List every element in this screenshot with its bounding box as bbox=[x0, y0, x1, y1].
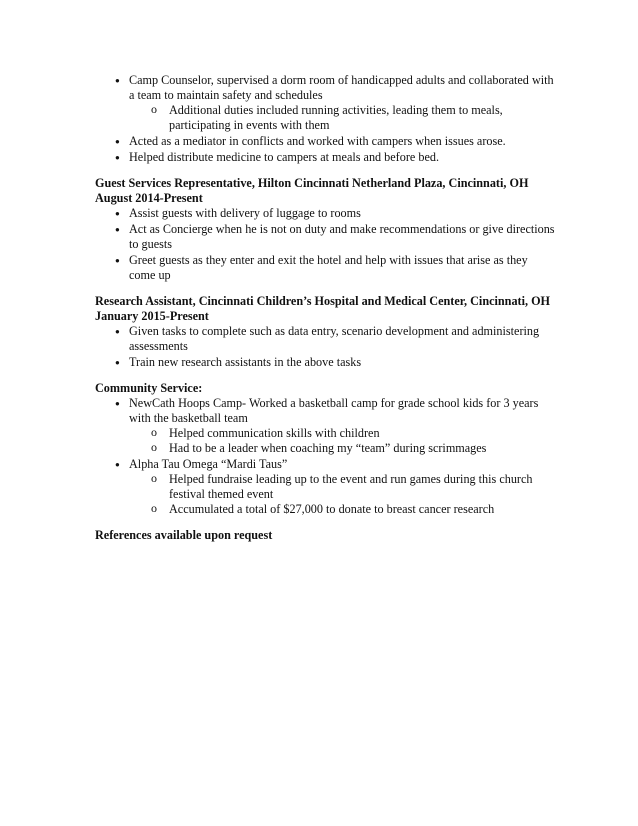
community-service-section bbox=[95, 381, 555, 517]
list-item: ● Given tasks to complete such as data entry, scenario development and administering assessments bbox=[95, 324, 555, 354]
list-item bbox=[95, 396, 555, 456]
list-item: ● Act as Concierge when he is not on duty and make recommendations or give directions to guests bbox=[95, 222, 555, 252]
references-note: References available upon request bbox=[95, 528, 273, 542]
resume-content bbox=[95, 73, 555, 543]
list-item-text: Alpha Tau Omega “Mardi Taus” bbox=[129, 457, 288, 471]
list-item bbox=[95, 457, 555, 517]
guest-services-list bbox=[95, 206, 555, 283]
list-item bbox=[95, 73, 555, 133]
community-list bbox=[95, 396, 555, 517]
list-item-text: NewCath Hoops Camp- Worked a basketball camp for grade school kids for 3 years with the basketball team bbox=[129, 396, 539, 425]
sub-list-item: o Helped fundraise leading up to the event and run games during this church festival themed event bbox=[129, 472, 555, 502]
section-heading: Community Service: bbox=[95, 381, 203, 395]
list-item: ● Train new research assistants in the above tasks bbox=[95, 355, 555, 370]
intro-list bbox=[95, 73, 555, 165]
list-item: ● Acted as a mediator in conflicts and worked with campers when issues arose. bbox=[95, 134, 555, 149]
sub-list-item: o Had to be a leader when coaching my “team” during scrimmages bbox=[129, 441, 555, 456]
research-list bbox=[95, 324, 555, 370]
sub-list-item: o Helped communication skills with children bbox=[129, 426, 555, 441]
sub-list bbox=[129, 472, 555, 517]
camp-counselor-section bbox=[95, 73, 555, 165]
sub-list bbox=[129, 103, 555, 133]
section-heading: Guest Services Representative, Hilton Cincinnati Netherland Plaza, Cincinnati, OH August 2014-Present bbox=[95, 176, 529, 205]
guest-services-section bbox=[95, 176, 555, 283]
list-item: ● Assist guests with delivery of luggage to rooms bbox=[95, 206, 555, 221]
list-item-text: Camp Counselor, supervised a dorm room of handicapped adults and collaborated with a team to maintain safety and schedules bbox=[129, 73, 554, 102]
list-item: ● Greet guests as they enter and exit the hotel and help with issues that arise as they come up bbox=[95, 253, 555, 283]
research-assistant-section bbox=[95, 294, 555, 370]
sub-list-item: o Additional duties included running activities, leading them to meals, participating in events with them bbox=[129, 103, 555, 133]
sub-list-item: o Accumulated a total of $27,000 to donate to breast cancer research bbox=[129, 502, 555, 517]
sub-list bbox=[129, 426, 555, 456]
references-section bbox=[95, 528, 555, 543]
section-heading: Research Assistant, Cincinnati Children’s Hospital and Medical Center, Cincinnati, OH January 2015-Present bbox=[95, 294, 551, 323]
list-item: ● Helped distribute medicine to campers at meals and before bed. bbox=[95, 150, 555, 165]
